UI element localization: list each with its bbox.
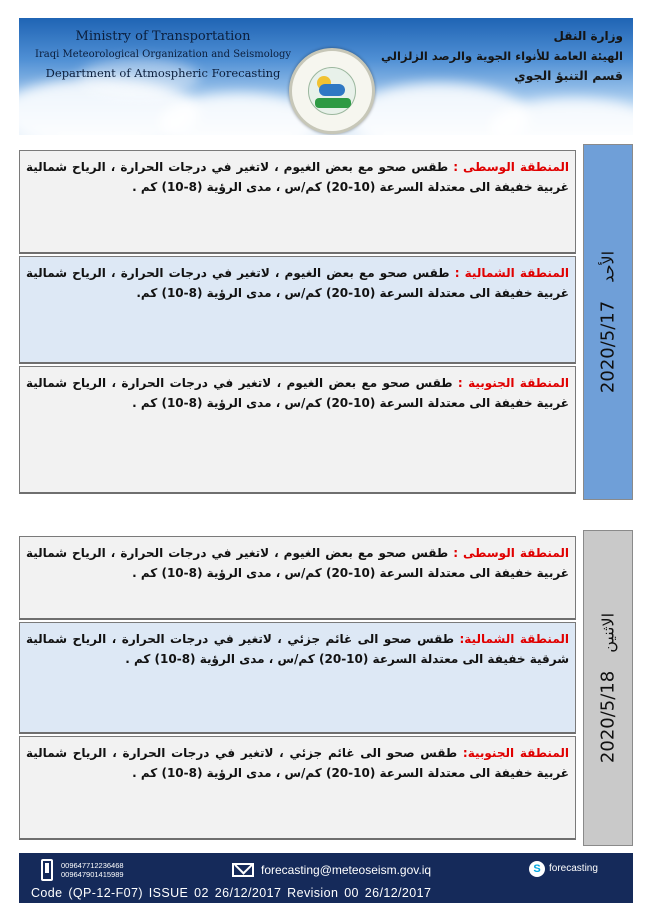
day-name: الاثنين <box>598 612 618 653</box>
region-forecast: طقس صحو مع بعض الغيوم ، لاتغير في درجات الحرارة ، الرياح شمالية غربية خفيفة الى معتدلة السرعة (10-20) كم/س ، مدى الرؤية (8-10) كم. <box>26 266 569 300</box>
region-forecast: طقس صحو مع بعض الغيوم ، لاتغير في درجات الحرارة ، الرياح شمالية غربية خفيفة الى معتدلة السرعة (10-20) كم/س ، مدى الرؤية (8-10) كم . <box>26 376 569 410</box>
day-label <box>598 613 619 763</box>
skype-icon: S <box>529 861 545 877</box>
region-north <box>19 622 576 734</box>
footer-bar <box>19 853 633 903</box>
organization-name-ar: الهيئة العامة للأنواء الجوية والرصد الزلزالي <box>381 49 623 63</box>
phone-number[interactable]: 009647901415989 <box>61 870 124 879</box>
day-name: الأحد <box>598 250 618 283</box>
region-central <box>19 150 576 254</box>
ministry-name: Ministry of Transportation <box>75 29 251 44</box>
forecast-date: 2020/5/18 <box>597 670 619 764</box>
region-south <box>19 366 576 494</box>
header-arabic <box>381 26 623 86</box>
region-forecast: طقس صحو مع بعض الغيوم ، لاتغير في درجات الحرارة ، الرياح شمالية غربية خفيفة الى معتدلة السرعة (10-20) كم/س ، مدى الرؤية (8-10) كم . <box>26 160 569 194</box>
phone-number[interactable]: 009647712236468 <box>61 861 124 870</box>
phone-icon <box>41 859 53 881</box>
ministry-name-ar: وزارة النقل <box>553 29 623 43</box>
region-forecast: طقس صحو الى غائم جزئي ، لاتغير في درجات الحرارة ، الرياح شمالية غربية خفيفة الى معتدلة السرعة (10-20) كم/س ، مدى الرؤية (8-10) كم . <box>26 746 569 780</box>
cloud-icon <box>319 84 345 96</box>
department-name-ar: قسم التنبؤ الجوي <box>514 68 623 83</box>
phone-numbers <box>61 861 124 879</box>
forecast-day-2 <box>19 530 633 846</box>
region-name: المنطقة الجنوبية : <box>457 376 569 390</box>
header-banner <box>19 18 633 135</box>
regions-list <box>19 150 576 494</box>
region-name: المنطقة الجنوبية: <box>462 746 569 760</box>
day-label <box>598 251 619 393</box>
logo-emblem-icon <box>308 67 356 115</box>
forecast-date: 2020/5/17 <box>597 300 619 394</box>
region-name: المنطقة الشمالية: <box>459 632 569 646</box>
skype-handle[interactable]: forecasting <box>549 863 598 874</box>
regions-list <box>19 536 576 840</box>
header-english <box>35 28 291 82</box>
organization-name: Iraqi Meteorological Organization and Seismology <box>35 49 292 60</box>
day-side-label <box>583 530 633 846</box>
region-name: المنطقة الشمالية : <box>454 266 569 280</box>
region-north <box>19 256 576 364</box>
region-central <box>19 536 576 620</box>
region-name: المنطقة الوسطى : <box>453 160 569 174</box>
region-south <box>19 736 576 840</box>
region-name: المنطقة الوسطى : <box>453 546 569 560</box>
region-forecast: طقس صحو الى غائم جزئي ، لاتغير في درجات الحرارة ، الرياح شمالية شرقية خفيفة الى معتدلة السرعة (10-20) كم/س ، مدى الرؤية (8-10) كم . <box>26 632 569 666</box>
region-forecast: طقس صحو مع بعض الغيوم ، لاتغير في درجات الحرارة ، الرياح شمالية غربية خفيفة الى معتدلة السرعة (10-20) كم/س ، مدى الرؤية (8-10) كم . <box>26 546 569 580</box>
document-code: Code (QP-12-F07) ISSUE 02 26/12/2017 Revision 00 26/12/2017 <box>31 886 432 900</box>
forecast-day-1 <box>19 144 633 500</box>
organization-logo <box>289 48 375 134</box>
email-link[interactable]: forecasting@meteoseism.gov.iq <box>261 863 432 877</box>
department-name: Department of Atmospheric Forecasting <box>45 66 281 80</box>
mail-icon <box>232 863 254 877</box>
day-side-label <box>583 144 633 500</box>
earth-icon <box>315 98 351 108</box>
